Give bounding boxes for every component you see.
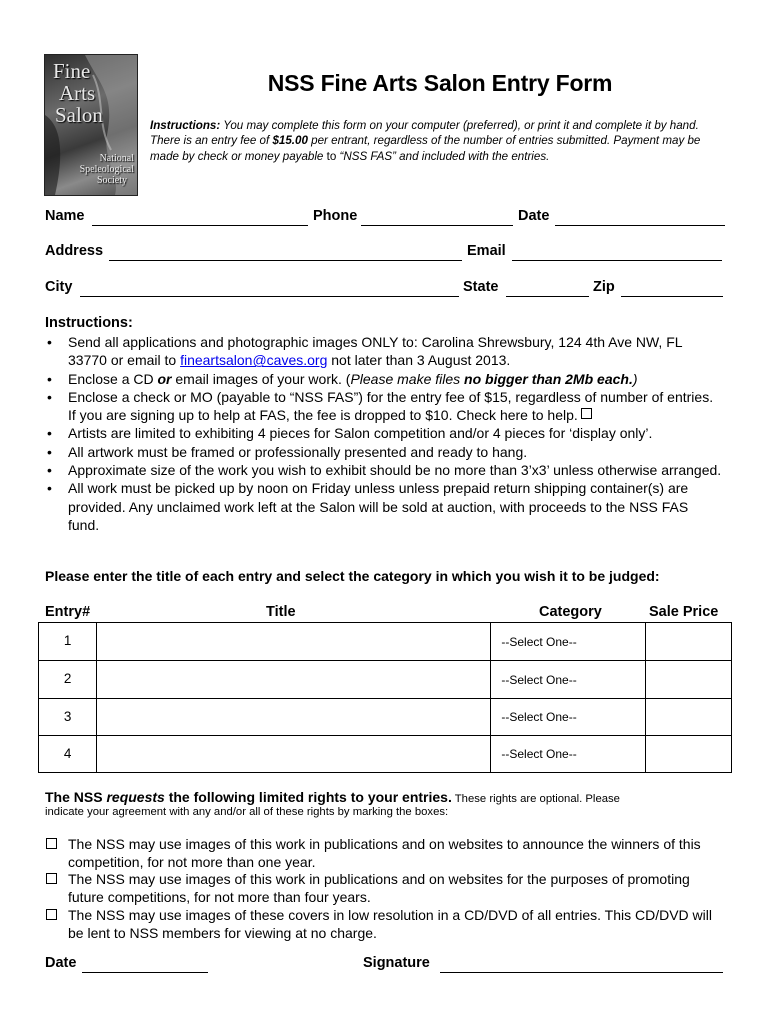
intro-text-1: You may complete this form on your computer (preferred), or print it and complete it by hand. There is an entry fee of	[150, 119, 699, 148]
instruction-1-tail: not later than 3 August 2013.	[327, 352, 511, 369]
contact-row-3	[45, 279, 725, 301]
address-label: Address	[45, 243, 104, 259]
signature-field[interactable]	[440, 972, 723, 973]
right-3-text: The NSS may use images of these covers in low resolution in a CD/DVD of all entries. This CD/DVD will be lent to NSS members for viewing at no charge.	[68, 907, 712, 942]
category-select[interactable]: --Select One--	[491, 736, 646, 773]
entry-title-field[interactable]	[97, 623, 491, 661]
entry-number: 2	[39, 661, 97, 699]
rights-subtext: indicate your agreement with any and/or all of these rights by marking the boxes:	[45, 806, 449, 818]
logo-word-fine: Fine	[53, 59, 91, 83]
instruction-item	[45, 443, 723, 461]
instruction-2-pre: Enclose a CD	[68, 370, 158, 387]
rights-optional-note: These rights are optional. Please	[451, 793, 620, 805]
instruction-2-italic: Please make files	[350, 370, 465, 387]
instruction-2-end: )	[632, 370, 638, 387]
city-label: City	[45, 279, 73, 295]
entry-title-field[interactable]	[97, 736, 491, 773]
instruction-7-text: All work must be picked up by noon on Friday unless unless prepaid return shipping container(s) are provided. Any unclaimed work left at the Salon will be sold at auction, with proceeds to the NSS FAS fund.	[68, 480, 689, 533]
sign-date-field[interactable]	[82, 972, 208, 973]
sale-price-field[interactable]	[646, 661, 732, 699]
logo-sub-society: Society	[97, 175, 127, 186]
instruction-6-text: Approximate size of the work you wish to exhibit should be no more than 3’x3’ unless otherwise arranged.	[68, 462, 722, 479]
rights-heading-pre: The NSS	[45, 789, 107, 805]
right-2-text: The NSS may use images of this work in publications and on websites for the purposes of promoting future competitions, for not more than four years.	[68, 871, 690, 906]
rights-heading-post: the following limited rights to your entries.	[164, 789, 452, 805]
phone-field[interactable]	[361, 225, 513, 226]
intro-text-2: per entrant, regardless of the number of entries submitted. Payment may be made by check or money payable	[150, 134, 701, 163]
email-field[interactable]	[512, 260, 722, 261]
table-row	[39, 736, 732, 773]
state-label: State	[463, 279, 499, 295]
logo-word-salon: Salon	[55, 103, 103, 127]
right-item-3	[45, 906, 727, 944]
instruction-item	[45, 333, 723, 370]
intro-label: Instructions:	[150, 119, 221, 132]
sign-date-label: Date	[45, 955, 77, 971]
intro-fee: $15.00	[272, 134, 308, 148]
category-header: Category	[539, 604, 602, 620]
entry-number: 3	[39, 699, 97, 736]
signature-row	[45, 955, 725, 977]
entry-number: 1	[39, 623, 97, 661]
logo-sub-national: National	[99, 153, 134, 164]
entry-title-field[interactable]	[97, 699, 491, 736]
table-row	[39, 623, 732, 661]
state-field[interactable]	[506, 296, 589, 297]
intro-text-3: “NSS FAS” and included with the entries.	[336, 149, 550, 163]
instruction-item	[45, 479, 723, 534]
right-3-checkbox[interactable]	[46, 909, 57, 920]
zip-label: Zip	[593, 279, 615, 295]
sale-price-field[interactable]	[646, 623, 732, 661]
instructions-list	[45, 333, 723, 534]
instruction-2-bold: no bigger than 2Mb each.	[464, 370, 633, 387]
instruction-item	[45, 370, 723, 388]
right-1-text: The NSS may use images of this work in publications and on websites to announce the winners of this competition, for not more than one year.	[68, 836, 701, 871]
instruction-item	[45, 461, 723, 479]
contact-row-2	[45, 243, 725, 265]
instruction-item	[45, 388, 723, 425]
sale-price-field[interactable]	[646, 736, 732, 773]
right-item-2	[45, 870, 727, 908]
category-select[interactable]: --Select One--	[491, 661, 646, 699]
name-label: Name	[45, 208, 85, 224]
fine-arts-salon-logo	[44, 54, 138, 196]
right-item-1	[45, 835, 727, 873]
entry-number: 4	[39, 736, 97, 773]
instruction-4-text: Artists are limited to exhibiting 4 pieces for Salon competition and/or 4 pieces for ‘display only’.	[68, 425, 653, 442]
instruction-item	[45, 424, 723, 442]
logo-word-arts: Arts	[59, 81, 96, 105]
phone-label: Phone	[313, 208, 358, 224]
page-title: NSS Fine Arts Salon Entry Form	[267, 70, 613, 96]
date-label: Date	[518, 208, 550, 224]
help-checkbox[interactable]	[581, 408, 592, 419]
instruction-2-mid: email images of your work. (	[171, 370, 351, 387]
right-2-checkbox[interactable]	[46, 873, 57, 884]
instruction-2-or: or	[157, 370, 172, 387]
name-field[interactable]	[92, 225, 308, 226]
address-field[interactable]	[109, 260, 462, 261]
right-1-checkbox[interactable]	[46, 838, 57, 849]
zip-field[interactable]	[621, 296, 723, 297]
signature-label: Signature	[363, 955, 430, 971]
entry-title-field[interactable]	[97, 661, 491, 699]
intro-to: to	[326, 149, 337, 163]
email-link[interactable]: fineartsalon@caves.org	[180, 352, 328, 369]
entries-prompt: Please enter the title of each entry and select the category in which you wish it to be judged:	[45, 568, 660, 584]
date-field[interactable]	[555, 225, 725, 226]
instruction-5-text: All artwork must be framed or professionally presented and ready to hang.	[68, 443, 528, 460]
category-select[interactable]: --Select One--	[491, 699, 646, 736]
sale-price-field[interactable]	[646, 699, 732, 736]
rights-heading-em: requests	[106, 789, 165, 805]
table-row	[39, 699, 732, 736]
instruction-3-text: Enclose a check or MO (payable to “NSS FAS”) for the entry fee of $15, regardless of number of entries. If you are signing up to help at FAS, the fee is dropped to $10. Check here to help.	[68, 388, 714, 424]
entry-number-header: Entry#	[45, 604, 91, 620]
table-row	[39, 661, 732, 699]
city-field[interactable]	[80, 296, 459, 297]
entries-table	[38, 622, 732, 773]
rights-heading	[45, 789, 745, 805]
instructions-heading: Instructions:	[45, 315, 133, 331]
intro-instructions	[150, 118, 725, 164]
title-header: Title	[266, 604, 296, 620]
instruction-1-text: Send all applications and photographic images ONLY to: Carolina Shrewsbury, 124 4th Ave NW, FL 33770 or email to	[68, 334, 683, 369]
logo-sub-speleological: Speleological	[79, 164, 134, 175]
category-select[interactable]: --Select One--	[491, 623, 646, 661]
email-label: Email	[467, 243, 506, 259]
sale-price-header: Sale Price	[649, 604, 719, 620]
contact-row-1	[45, 208, 725, 230]
